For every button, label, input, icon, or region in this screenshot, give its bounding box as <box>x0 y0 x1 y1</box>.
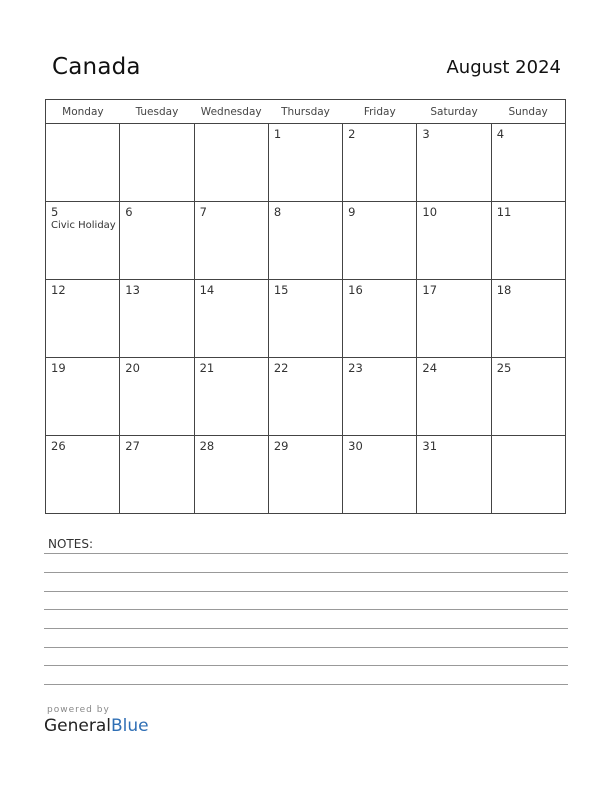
week-row <box>46 280 566 358</box>
day-cell <box>46 202 120 280</box>
week-row <box>46 202 566 280</box>
calendar-grid <box>45 99 566 514</box>
day-cell <box>491 436 565 514</box>
day-cell <box>120 358 194 436</box>
weekday-sunday: Sunday <box>491 100 565 124</box>
day-number: 8 <box>273 205 282 219</box>
day-cell <box>268 124 342 202</box>
powered-by-text: powered by <box>47 705 110 715</box>
weekday-tuesday: Tuesday <box>120 100 194 124</box>
day-cell <box>491 358 565 436</box>
weekday-friday: Friday <box>343 100 417 124</box>
day-number: 5 <box>51 205 59 219</box>
day-number: 25 <box>496 361 512 375</box>
day-cell <box>417 202 491 280</box>
note-line <box>44 647 568 648</box>
weekday-saturday: Saturday <box>417 100 491 124</box>
day-cell <box>268 358 342 436</box>
day-cell <box>268 202 342 280</box>
day-number: 18 <box>496 283 512 297</box>
day-cell <box>120 436 194 514</box>
day-cell <box>417 124 491 202</box>
day-number: 24 <box>422 361 438 375</box>
day-cell <box>120 280 194 358</box>
day-cell <box>417 280 491 358</box>
day-cell <box>343 202 417 280</box>
day-number: 26 <box>51 439 66 453</box>
month-title: August 2024 <box>446 57 561 78</box>
day-cell <box>343 124 417 202</box>
day-number: 11 <box>496 205 512 219</box>
day-cell <box>194 436 268 514</box>
day-number: 9 <box>348 205 356 219</box>
day-cell <box>491 202 565 280</box>
day-number: 23 <box>348 361 363 375</box>
day-number: 29 <box>273 439 289 453</box>
day-number: 30 <box>348 439 363 453</box>
day-number: 16 <box>348 283 363 297</box>
day-number: 7 <box>199 205 207 219</box>
day-cell <box>491 280 565 358</box>
day-cell <box>46 436 120 514</box>
day-cell <box>417 358 491 436</box>
week-row <box>46 358 566 436</box>
day-cell <box>343 358 417 436</box>
day-cell <box>46 280 120 358</box>
day-cell <box>194 280 268 358</box>
day-number: 2 <box>348 127 356 141</box>
week-row <box>46 436 566 514</box>
note-line <box>44 572 568 573</box>
day-number: 28 <box>199 439 215 453</box>
day-number: 20 <box>125 361 140 375</box>
day-number: 3 <box>422 127 430 141</box>
day-number: 31 <box>422 439 438 453</box>
day-cell <box>46 358 120 436</box>
day-cell <box>268 280 342 358</box>
day-cell <box>491 124 565 202</box>
note-line <box>44 609 568 610</box>
note-line <box>44 553 568 554</box>
brand-general-text: General <box>44 716 111 736</box>
weekday-wednesday: Wednesday <box>194 100 268 124</box>
country-title: Canada <box>52 54 141 80</box>
holiday-label: Civic Holiday <box>51 220 116 231</box>
day-cell <box>46 124 120 202</box>
day-number: 10 <box>422 205 438 219</box>
day-number: 27 <box>125 439 140 453</box>
day-number: 14 <box>199 283 215 297</box>
day-number: 4 <box>496 127 505 141</box>
brand-blue-text: Blue <box>111 716 149 736</box>
day-cell <box>194 358 268 436</box>
weekday-thursday: Thursday <box>268 100 342 124</box>
day-number: 17 <box>422 283 438 297</box>
weekday-monday: Monday <box>46 100 120 124</box>
note-line <box>44 628 568 629</box>
day-number: 22 <box>273 361 289 375</box>
day-number: 19 <box>51 361 66 375</box>
note-line <box>44 665 568 666</box>
note-line <box>44 684 568 685</box>
day-number: 12 <box>51 283 66 297</box>
day-cell <box>343 280 417 358</box>
day-cell <box>120 124 194 202</box>
day-cell <box>343 436 417 514</box>
weekday-header-row <box>46 100 566 124</box>
day-cell <box>194 202 268 280</box>
note-line <box>44 591 568 592</box>
day-number: 21 <box>199 361 215 375</box>
day-number: 1 <box>273 127 282 141</box>
day-cell <box>417 436 491 514</box>
day-cell <box>120 202 194 280</box>
week-row <box>46 124 566 202</box>
day-number: 6 <box>125 205 133 219</box>
day-cell <box>268 436 342 514</box>
notes-label: NOTES: <box>48 537 93 551</box>
day-number: 13 <box>125 283 140 297</box>
day-cell <box>194 124 268 202</box>
generalblue-logo <box>44 716 149 736</box>
day-number: 15 <box>273 283 289 297</box>
